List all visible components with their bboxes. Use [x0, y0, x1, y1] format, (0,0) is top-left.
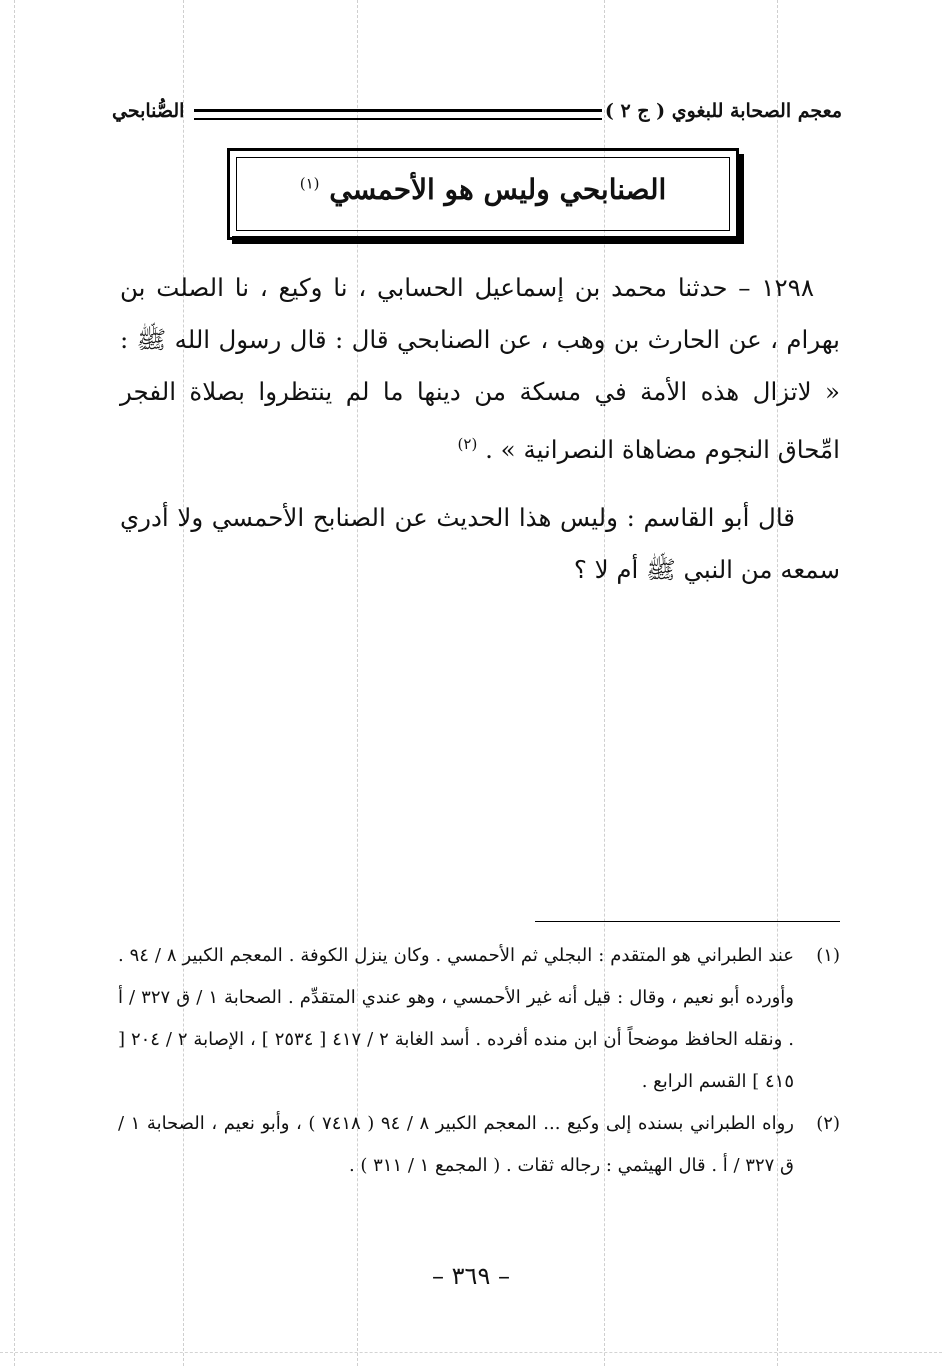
- comment-paragraph: [120, 492, 840, 596]
- hadith-paragraph: [120, 262, 840, 476]
- footnote-marker: (٢): [457, 435, 478, 453]
- running-header: [112, 96, 842, 130]
- footnote-marker: (١): [299, 174, 320, 193]
- footnote-number: (١): [816, 945, 840, 966]
- chapter-title: الصنابحي وليس هو الأحمسي: [329, 173, 667, 206]
- comment-text: قال أبو القاسم : وليس هذا الحديث عن الصنابح الأحمسي ولا أدري سمعه من النبي ﷺ أم لا ؟: [120, 503, 840, 585]
- footnote-text: عند الطبراني هو المتقدم : البجلي ثم الأحمسي . وكان ينزل الكوفة . المعجم الكبير ٨ / ٩٤ . وأورده أبو نعيم ، وقال : قيل أنه غير الأحمسي ، وهو عندي المتقدِّم . الصحابة ١ / ق ٣٢٧ / أ . ونقله الحافظ موضحاً أن ابن منده أفرده . أسد الغابة ٢ / ٤١٧ [ ٢٥٣٤ ] ، الإصابة ٢ / ٢٠٤ [ ٤١٥ ] القسم الرابع .: [118, 945, 794, 1092]
- header-rule: [194, 109, 602, 120]
- book-title: معجم الصحابة للبغوي ( ج ٢ ): [604, 100, 842, 122]
- footnotes: [118, 935, 840, 1187]
- main-text: [120, 262, 840, 596]
- footnote: [118, 935, 840, 1103]
- section-name: الصُّنابحي: [112, 100, 185, 122]
- scan-guide-line: [0, 1352, 942, 1353]
- footnote-separator: [535, 921, 840, 922]
- scan-guide-line: [14, 0, 15, 1366]
- heading-box: [227, 148, 739, 240]
- footnote-text: رواه الطبراني بسنده إلى وكيع ... المعجم الكبير ٨ / ٩٤ ( ٧٤١٨ ) ، وأبو نعيم ، الصحابة ١ / ق ٣٢٧ / أ . قال الهيثمي : رجاله ثقات . ( المجمع ١ / ٣١١ ) .: [118, 1113, 794, 1176]
- footnote-number: (٢): [816, 1113, 840, 1134]
- footnote: [118, 1103, 840, 1187]
- page-number: – ٣٦٩ –: [432, 1262, 510, 1290]
- chapter-heading: [230, 173, 736, 206]
- hadith-text: ١٢٩٨ – حدثنا محمد بن إسماعيل الحسابي ، نا وكيع ، نا الصلت بن بهرام ، عن الحارث بن وهب ، عن الصنابحي قال : قال رسول الله ﷺ : « لاتزال هذه الأمة في مسكة من دينها ما لم ينتظروا بصلاة الفجر امِّحاق النجوم مضاهاة النصرانية » .: [120, 273, 840, 465]
